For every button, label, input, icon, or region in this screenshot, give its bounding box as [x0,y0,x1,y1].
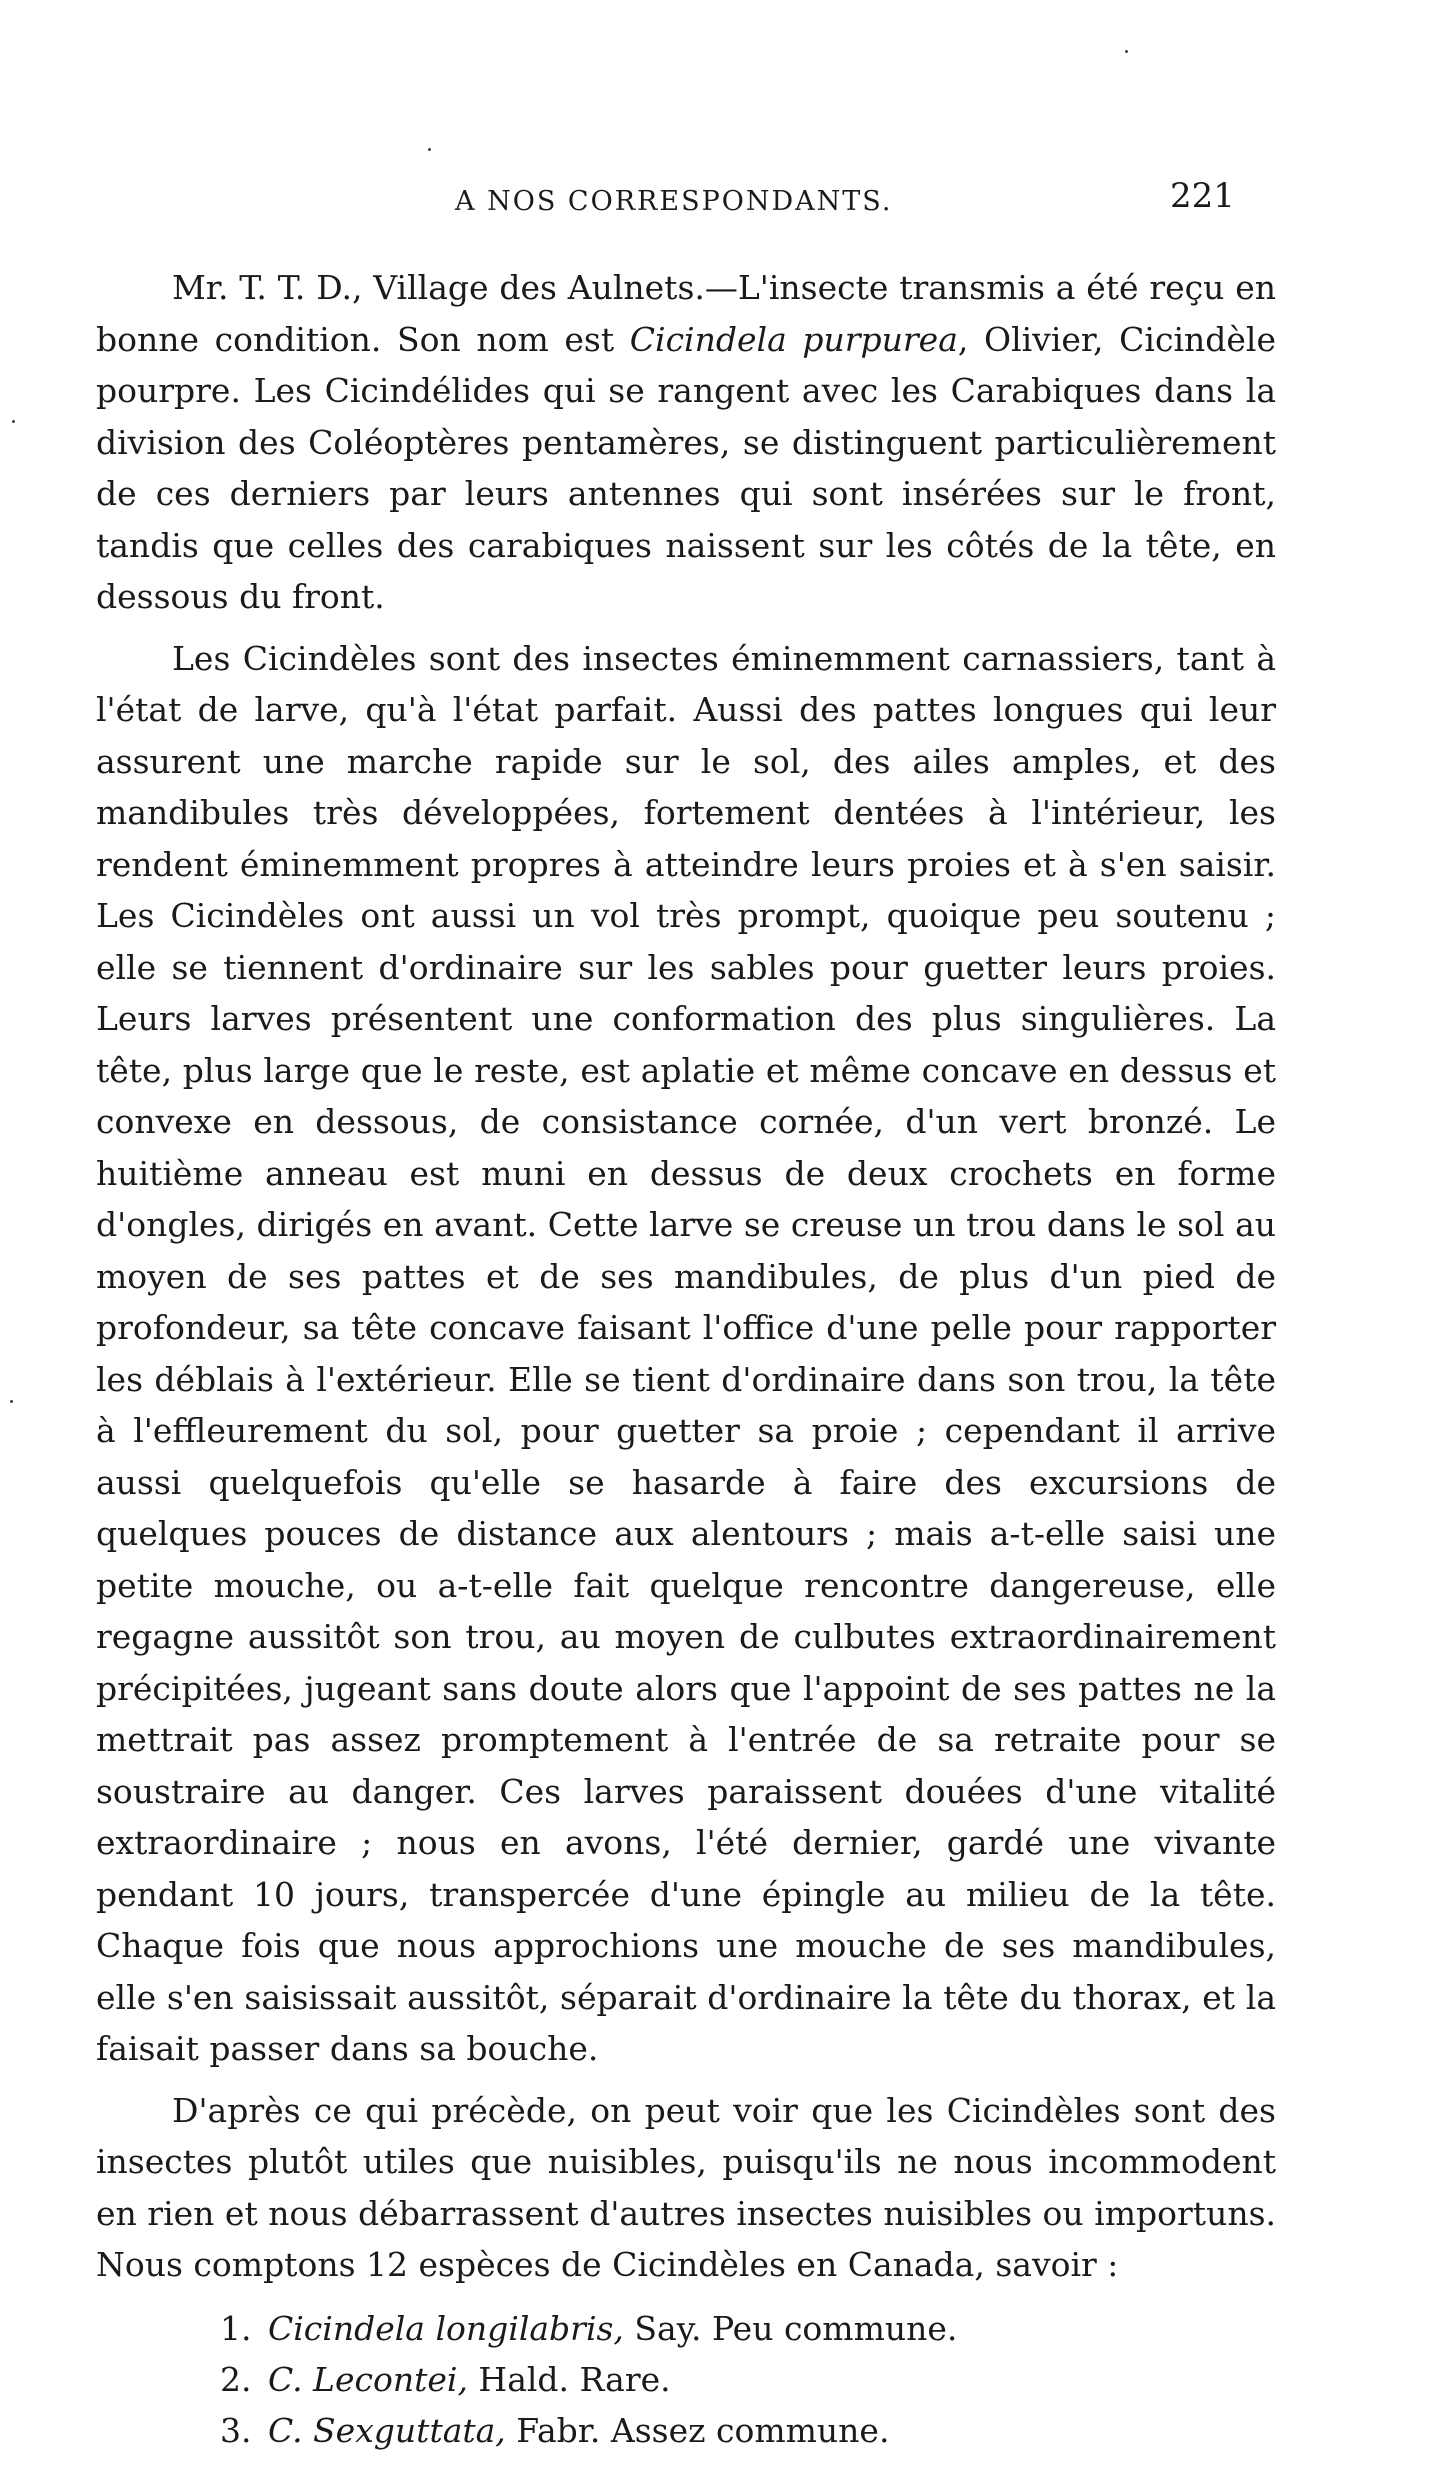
list-number: 3. [220,2410,252,2450]
list-item [220,2303,1276,2354]
scan-speck [10,1400,13,1403]
species-list [96,2303,1276,2456]
scan-speck [1125,50,1128,53]
list-item [220,2405,1276,2456]
paragraph-tail: , Olivier, Cicindèle pourpre. Les Cicindélides qui se rangent avec les Carabiques dans la division des Coléoptères pentamères, se distinguent particulièrement de ces derniers par leurs antennes qui sont insérées sur le front, tandis que celles des carabiques naissent sur les côtés de la tête, en dessous du front. [96,319,1276,616]
paragraph-lead: Mr. T. T. D., Village des Aulnets.—L'insecte transmis a été reçu en bonne condition. Son nom est [96,268,1276,359]
species-note: Fabr. Assez commune. [505,2410,890,2450]
species-note: Hald. Rare. [467,2359,671,2399]
species-note: Say. Peu commune. [623,2308,958,2348]
scan-speck [12,420,15,423]
species-name-italic: Cicindela purpurea [629,319,958,359]
list-item [220,2354,1276,2405]
paragraph-description: Les Cicindèles sont des insectes éminemment carnassiers, tant à l'état de larve, qu'à l'état parfait. Aussi des pattes longues qui leur assurent une marche rapide sur le sol, des ailes amples, et des mandibules très développées, fortement dentées à l'intérieur, les rendent éminemment propres à atteindre leurs proies et à s'en saisir. Les Cicindèles ont aussi un vol très prompt, quoique peu soutenu ; elle se tiennent d'ordinaire sur les sables pour guetter leurs proies. Leurs larves présentent une conformation des plus singulières. La tête, plus large que le reste, est aplatie et même concave en dessus et convexe en dessous, de consistance cornée, d'un vert bronzé. Le huitième anneau est muni en dessus de deux crochets en forme d'ongles, dirigés en avant. Cette larve se creuse un trou dans le sol au moyen de ses pattes et de ses mandibules, de plus d'un pied de profondeur, sa tête concave faisant l'office d'une pelle pour rapporter les déblais à l'extérieur. Elle se tient d'ordinaire dans son trou, la tête à l'effleurement du sol, pour guetter sa proie ; cependant il arrive aussi quelquefois qu'elle se hasarde à faire des excursions de quelques pouces de distance aux alentours ; mais a-t-elle saisi une petite mouche, ou a-t-elle fait quelque rencontre dangereuse, elle regagne aussitôt son trou, au moyen de culbutes extraordinairement précipitées, jugeant sans doute alors que l'appoint de ses pattes ne la mettrait pas assez promptement à l'entrée de sa retraite pour se soustraire au danger. Ces larves paraissent douées d'une vitalité extraordinaire ; nous en avons, l'été dernier, gardé une vivante pendant 10 jours, transpercée d'une épingle au milieu de la tête. Chaque fois que nous approchions une mouche de ses mandibules, elle s'en saisissait aussitôt, séparait d'ordinaire la tête du thorax, et la faisait passer dans sa bouche. [96,638,1276,2068]
running-header: A NOS CORRESPONDANTS. [455,186,893,217]
paragraph-conclusion: D'après ce qui précède, on peut voir que les Cicindèles sont des insectes plutôt utiles que nuisibles, puisqu'ils ne nous incommodent en rien et nous débarrassent d'autres insectes nuisibles ou importuns. Nous comptons 12 espèces de Cicindèles en Canada, savoir : [96,2090,1276,2284]
list-number: 2. [220,2359,252,2399]
species-name: C. Lecontei, [268,2359,468,2399]
page-number: 221 [1170,176,1235,216]
scan-speck [428,148,431,151]
body-text [96,262,1276,2456]
species-name: C. Sexguttata, [268,2410,506,2450]
list-number: 1. [220,2308,252,2348]
species-name: Cicindela longilabris, [268,2308,624,2348]
paragraph-reply [96,262,1276,623]
